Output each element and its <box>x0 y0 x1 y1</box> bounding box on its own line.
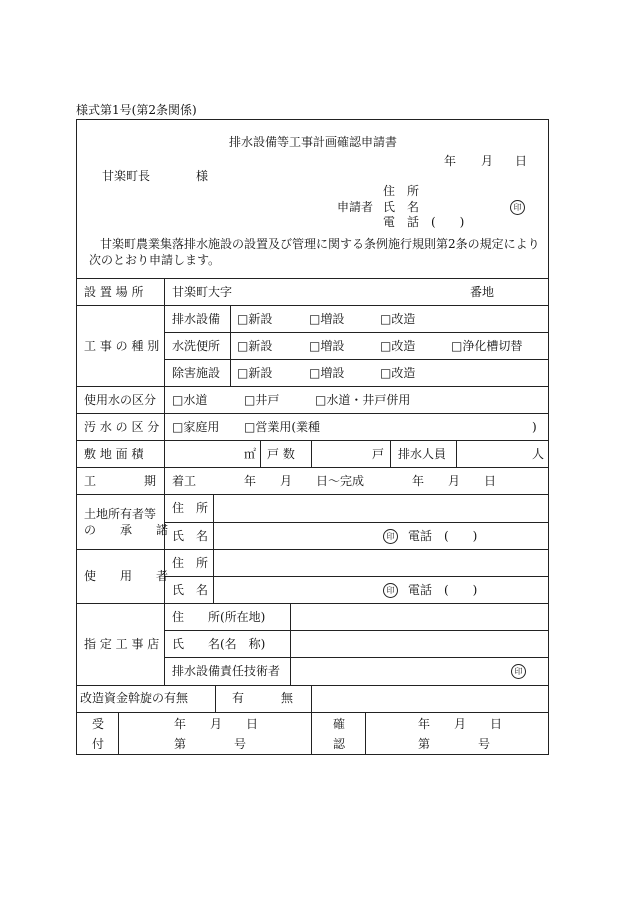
contractor-name-label: 氏 名(名 称) <box>172 637 266 651</box>
divider <box>260 440 261 467</box>
date-month: 月 <box>481 154 494 168</box>
drain-people-label: 排水人員 <box>398 447 447 461</box>
checkbox-septic-switch[interactable]: □浄化槽切替 <box>451 339 523 353</box>
finance-yes[interactable]: 有 <box>232 691 245 705</box>
divider <box>76 467 549 468</box>
divider <box>164 576 549 577</box>
location-banchi: 番地 <box>470 285 495 299</box>
divider <box>365 712 366 755</box>
applicant-phone-label: 電 話 ( ) <box>383 215 465 229</box>
period-text: 着工 年 月 日〜完成 年 月 日 <box>172 474 497 488</box>
divider <box>76 413 549 414</box>
contractor-address-label: 住 所(所在地) <box>172 610 266 624</box>
divider <box>76 305 549 306</box>
confirm-char-2: 認 <box>333 737 346 751</box>
checkbox-new[interactable]: □新設 <box>237 339 273 353</box>
user-name-label: 氏 名 <box>172 583 209 597</box>
checkbox-combined[interactable]: □水道・井戸併用 <box>315 393 411 407</box>
divider <box>76 685 549 686</box>
divider <box>76 712 549 713</box>
checkbox-extension[interactable]: □増設 <box>309 366 345 380</box>
checkbox-household[interactable]: □家庭用 <box>172 420 220 434</box>
date-year: 年 <box>444 154 457 168</box>
sewage-type-label: 汚 水 の 区 分 <box>84 420 160 434</box>
checkbox-extension[interactable]: □増設 <box>309 339 345 353</box>
divider <box>76 549 549 550</box>
divider <box>311 712 312 755</box>
divider <box>76 440 549 441</box>
divider <box>164 522 549 523</box>
checkbox-tap-water[interactable]: □水道 <box>172 393 208 407</box>
seal-icon: 印 <box>510 200 525 215</box>
water-type-label: 使用水の区分 <box>84 393 157 407</box>
body-text-1: 甘楽町農業集落排水施設の設置及び管理に関する条例施行規則第2条の規定により <box>100 237 540 251</box>
checkbox-remodel[interactable]: □改造 <box>380 366 416 380</box>
divider <box>164 359 549 360</box>
checkbox-extension[interactable]: □増設 <box>309 312 345 326</box>
user-address-label: 住 所 <box>172 556 209 570</box>
user-phone-label: 電話 ( ) <box>408 583 478 597</box>
divider <box>164 630 549 631</box>
divider <box>76 386 549 387</box>
divider <box>390 440 391 467</box>
divider <box>164 657 549 658</box>
households-label: 戸 数 <box>267 447 295 461</box>
households-unit: 戸 <box>372 447 385 461</box>
landowner-phone-label: 電話 ( ) <box>408 529 478 543</box>
reception-date: 年 月 日 <box>174 717 259 731</box>
reception-char-2: 付 <box>92 737 105 751</box>
applicant-address-label: 住 所 <box>383 184 420 198</box>
checkbox-new[interactable]: □新設 <box>237 312 273 326</box>
landowner-label-1: 土地所有者等 <box>84 507 157 521</box>
work-type-drainage: 排水設備 <box>172 312 221 326</box>
checkbox-well[interactable]: □井戸 <box>244 393 280 407</box>
contractor-engineer-label: 排水設備責任技術者 <box>172 664 281 678</box>
landowner-label-2: の 承 諾 <box>84 523 169 537</box>
reception-char-1: 受 <box>92 717 105 731</box>
divider <box>76 494 549 495</box>
applicant-name-label: 氏 名 <box>383 200 420 214</box>
drain-people-unit: 人 <box>532 447 545 461</box>
divider <box>230 305 231 386</box>
addressee-honorific: 様 <box>196 169 209 183</box>
divider <box>164 332 549 333</box>
divider <box>213 494 214 603</box>
divider <box>215 685 216 712</box>
application-form <box>76 119 549 755</box>
work-type-abatement: 除害施設 <box>172 366 221 380</box>
divider <box>76 603 549 604</box>
contractor-label: 指 定 工 事 店 <box>84 637 160 651</box>
divider <box>456 440 457 467</box>
period-label: 工 期 <box>84 474 157 488</box>
checkbox-business[interactable]: □営業用(業種 <box>244 420 321 434</box>
confirm-number: 第 号 <box>418 737 491 751</box>
landowner-name-label: 氏 名 <box>172 529 209 543</box>
finance-no[interactable]: 無 <box>281 691 294 705</box>
divider <box>118 712 119 755</box>
site-area-label: 敷 地 面 積 <box>84 447 144 461</box>
applicant-label: 申請者 <box>337 200 374 214</box>
reception-number: 第 号 <box>174 737 247 751</box>
seal-icon: 印 <box>511 664 526 679</box>
checkbox-remodel[interactable]: □改造 <box>380 312 416 326</box>
divider <box>311 440 312 467</box>
body-text-2: 次のとおり申請します。 <box>89 253 221 267</box>
seal-icon: 印 <box>383 583 398 598</box>
checkbox-remodel[interactable]: □改造 <box>380 339 416 353</box>
location-label: 設 置 場 所 <box>84 285 144 299</box>
divider <box>311 685 312 712</box>
confirm-date: 年 月 日 <box>418 717 503 731</box>
work-type-label: 工 事 の 種 別 <box>84 339 160 353</box>
location-value: 甘楽町大字 <box>172 285 233 299</box>
form-title: 排水設備等工事計画確認申請書 <box>229 135 398 149</box>
landowner-address-label: 住 所 <box>172 501 209 515</box>
seal-icon: 印 <box>383 529 398 544</box>
divider <box>290 603 291 685</box>
work-type-toilet: 水洗便所 <box>172 339 221 353</box>
finance-label: 改造資金斡旋の有無 <box>80 691 189 705</box>
confirm-char-1: 確 <box>333 717 346 731</box>
checkbox-new[interactable]: □新設 <box>237 366 273 380</box>
site-area-unit: ㎡ <box>244 447 257 461</box>
divider <box>76 278 549 279</box>
form-number: 様式第1号(第2条関係) <box>76 103 197 117</box>
date-day: 日 <box>515 154 528 168</box>
sewage-close-paren: ) <box>532 420 537 434</box>
divider <box>164 278 165 685</box>
addressee-name: 甘楽町長 <box>102 169 151 183</box>
user-label: 使 用 者 <box>84 569 169 583</box>
